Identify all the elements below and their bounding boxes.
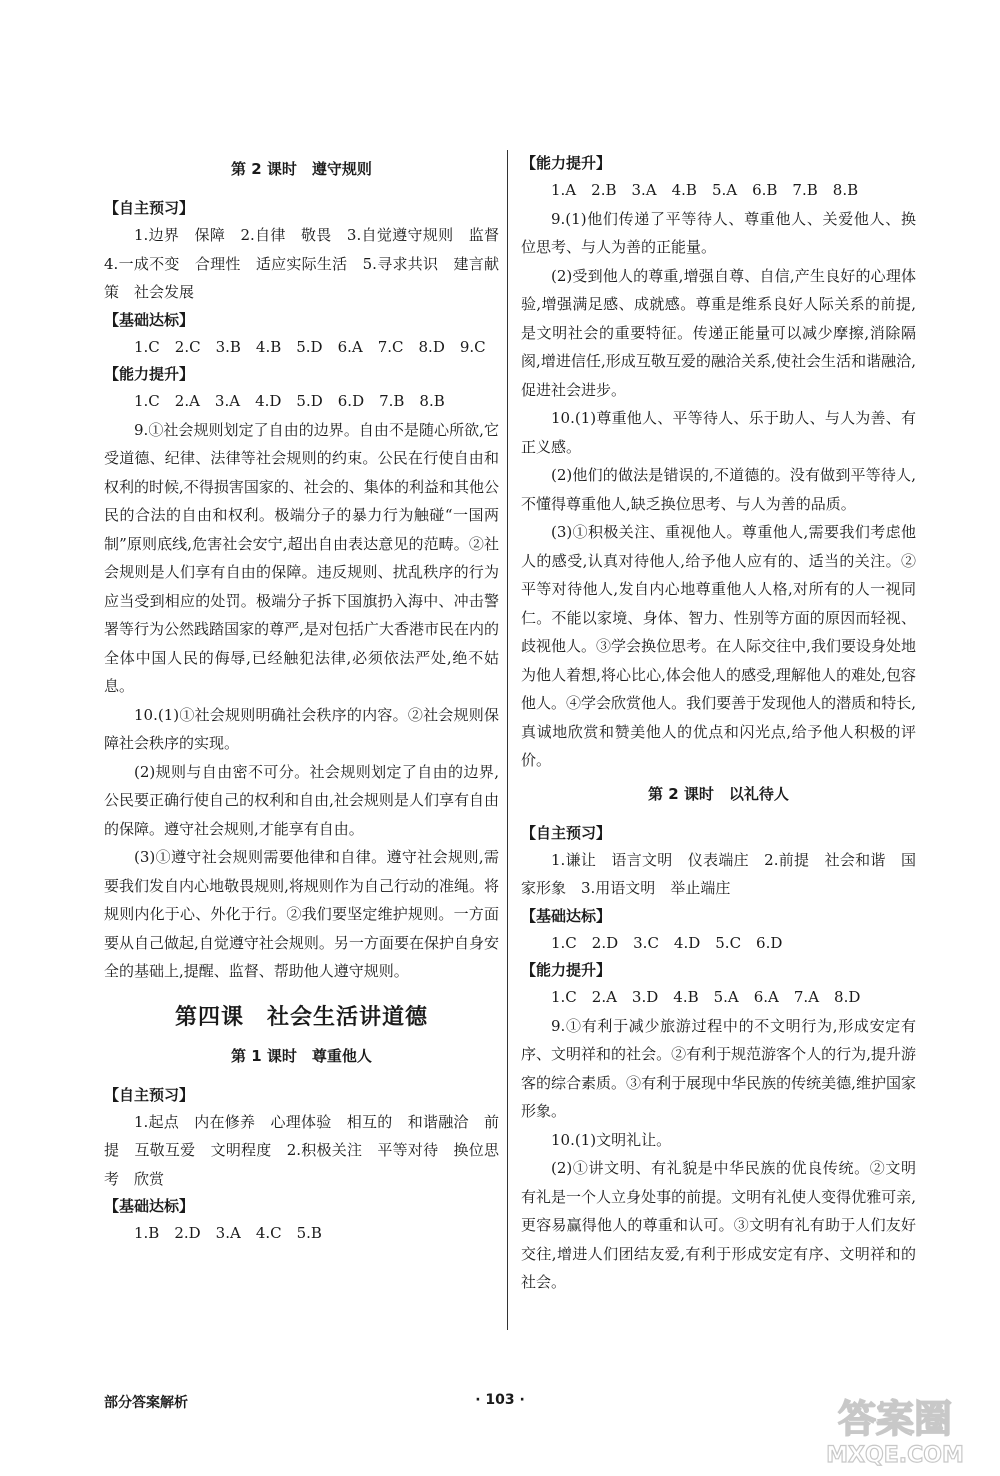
tag-self-preview: 【自主预习】 bbox=[104, 1085, 195, 1104]
answer-paragraph: 9.(1)他们传递了平等待人、尊重他人、关爱他人、换位思考、与人为善的正能量。 bbox=[521, 209, 916, 256]
answer-paragraph: (2)他们的做法是错误的,不道德的。没有做到平等待人,不懂得尊重他人,缺乏换位思考、与人为善的品质。 bbox=[521, 466, 916, 513]
tag-basic: 【基础达标】 bbox=[104, 310, 195, 329]
answer-paragraph: (3)①积极关注、重视他人。尊重他人,需要我们考虑他人的感受,认真对待他人,给予他人应有的、适当的关注。②平等对待他人,发自内心地尊重他人人格,对所有的人一视同仁。不能以家境、身体、智力、性别等方面的原因而轻视、歧视他人。③学会换位思考。在人际交往中,我们要设身处地为他人着想,将心比心,体会他人的感受,理解他人的难处,包容他人。④学会欣赏他人。我们要善于发现他人的潜质和特长,真诚地欣赏和赞美他人的优点和闪光点,给予他人积极的评价。 bbox=[521, 523, 916, 769]
right-column bbox=[521, 150, 916, 1297]
book-section-label: 部分答案解析 bbox=[104, 1395, 188, 1411]
section-title-yili-dairen: 第 2 课时 以礼待人 bbox=[648, 784, 789, 803]
answer-paragraph: 1.边界 保障 2.自律 敬畏 3.自觉遵守规则 监督 4.一成不变 合理性 适应实际生活 5.寻求共识 建言献策 社会发展 bbox=[104, 226, 515, 301]
tag-ability: 【能力提升】 bbox=[104, 365, 195, 383]
watermark-logo-text: 答案圈 bbox=[837, 1397, 953, 1441]
answer-paragraph: 1.C 2.C 3.B 4.B 5.D 6.A 7.C 8.D 9.C bbox=[134, 337, 486, 356]
answer-paragraph: (2)受到他人的尊重,增强自尊、自信,产生良好的心理体验,增强满足感、成就感。尊重是维系良好人际关系的前提,是文明社会的重要特征。传递正能量可以减少摩擦,消除隔阂,增进信任,形成互敬互爱的融洽关系,使社会生活和谐融洽,促进社会进步。 bbox=[521, 266, 916, 399]
section-title-zunzhong-taren: 第 1 课时 尊重他人 bbox=[231, 1046, 372, 1065]
answer-paragraph: 9.①社会规则划定了自由的边界。自由不是随心所欲,它受道德、纪律、法律等社会规则的约束。公民在行使自由和权利的时候,不得损害国家的、社会的、集体的利益和其他公民的合法的自由和权利。极端分子的暴力行为触碰“一国两制”原则底线,危害社会安宁,超出自由表达意见的范畴。②社会规则是人们享有自由的保障。违反规则、扰乱秩序的行为应当受到相应的处罚。极端分子拆下国旗扔入海中、冲击警署等行为公然践踏国家的尊严,是对包括广大香港市民在内的全体中国人民的侮辱,已经触犯法律,必须依法严处,绝不姑息。 bbox=[104, 420, 499, 695]
tag-basic: 【基础达标】 bbox=[521, 906, 612, 925]
answer-paragraph: 1.起点 内在修养 心理体验 相互的 和谐融洽 前提 互敬互爱 文明程度 2.积极关注 平等对待 换位思考 欣赏 bbox=[104, 1112, 499, 1188]
left-column bbox=[104, 150, 515, 1248]
tag-ability: 【能力提升】 bbox=[521, 961, 612, 979]
tag-ability: 【能力提升】 bbox=[521, 154, 612, 172]
answer-paragraph: 1.C 2.D 3.C 4.D 5.C 6.D bbox=[551, 933, 783, 952]
watermark-site-text: MXQE.COM bbox=[826, 1443, 964, 1468]
answer-paragraph: (3)①遵守社会规则需要他律和自律。遵守社会规则,需要我们发自内心地敬畏规则,将规则作为自己行动的准绳。将规则内化于心、外化于行。②我们要坚定维护规则。一方面要从自己做起,自觉遵守社会规则。另一方面要在保护自身安全的基础上,提醒、监督、帮助他人遵守规则。 bbox=[104, 848, 499, 980]
answer-paragraph: 1.B 2.D 3.A 4.C 5.B bbox=[134, 1224, 322, 1242]
section-title-zunshou-guize: 第 2 课时 遵守规则 bbox=[231, 160, 372, 178]
tag-self-preview: 【自主预习】 bbox=[104, 199, 195, 217]
answer-paragraph: 1.C 2.A 3.D 4.B 5.A 6.A 7.A 8.D bbox=[551, 988, 861, 1006]
answer-paragraph: 1.A 2.B 3.A 4.B 5.A 6.B 7.B 8.B bbox=[551, 181, 859, 199]
answer-paragraph: (2)规则与自由密不可分。社会规则划定了自由的边界,公民要正确行使自己的权利和自由,社会规则是人们享有自由的保障。遵守社会规则,才能享有自由。 bbox=[104, 762, 499, 838]
lesson-title: 第四课 社会生活讲道德 bbox=[174, 1004, 428, 1030]
answer-paragraph: 10.(1)文明礼让。 bbox=[551, 1130, 672, 1149]
column-divider bbox=[507, 150, 508, 1330]
answer-paragraph: 1.C 2.A 3.A 4.D 5.D 6.D 7.B 8.B bbox=[134, 392, 445, 410]
answer-paragraph: 10.(1)①社会规则明确社会秩序的内容。②社会规则保障社会秩序的实现。 bbox=[104, 705, 499, 752]
page-number: · 103 · bbox=[475, 1392, 525, 1408]
tag-self-preview: 【自主预习】 bbox=[521, 823, 612, 842]
watermark-logo bbox=[816, 1386, 974, 1470]
answer-paragraph: 9.①有利于减少旅游过程中的不文明行为,形成安定有序、文明祥和的社会。②有利于规范游客个人的行为,提升游客的综合素质。③有利于展现中华民族的传统美德,维护国家形象。 bbox=[521, 1016, 916, 1120]
answer-paragraph: 1.谦让 语言文明 仪表端庄 2.前提 社会和谐 国家形象 3.用语文明 举止端庄 bbox=[521, 850, 916, 897]
answer-paragraph: (2)①讲文明、有礼貌是中华民族的优良传统。②文明有礼是一个人立身处事的前提。文明有礼使人变得优雅可亲,更容易赢得他人的尊重和认可。③文明有礼有助于人们友好交往,增进人们团结友爱,有利于形成安定有序、文明祥和的社会。 bbox=[521, 1159, 916, 1291]
tag-basic: 【基础达标】 bbox=[104, 1197, 195, 1215]
answer-paragraph: 10.(1)尊重他人、平等待人、乐于助人、与人为善、有正义感。 bbox=[521, 409, 916, 456]
